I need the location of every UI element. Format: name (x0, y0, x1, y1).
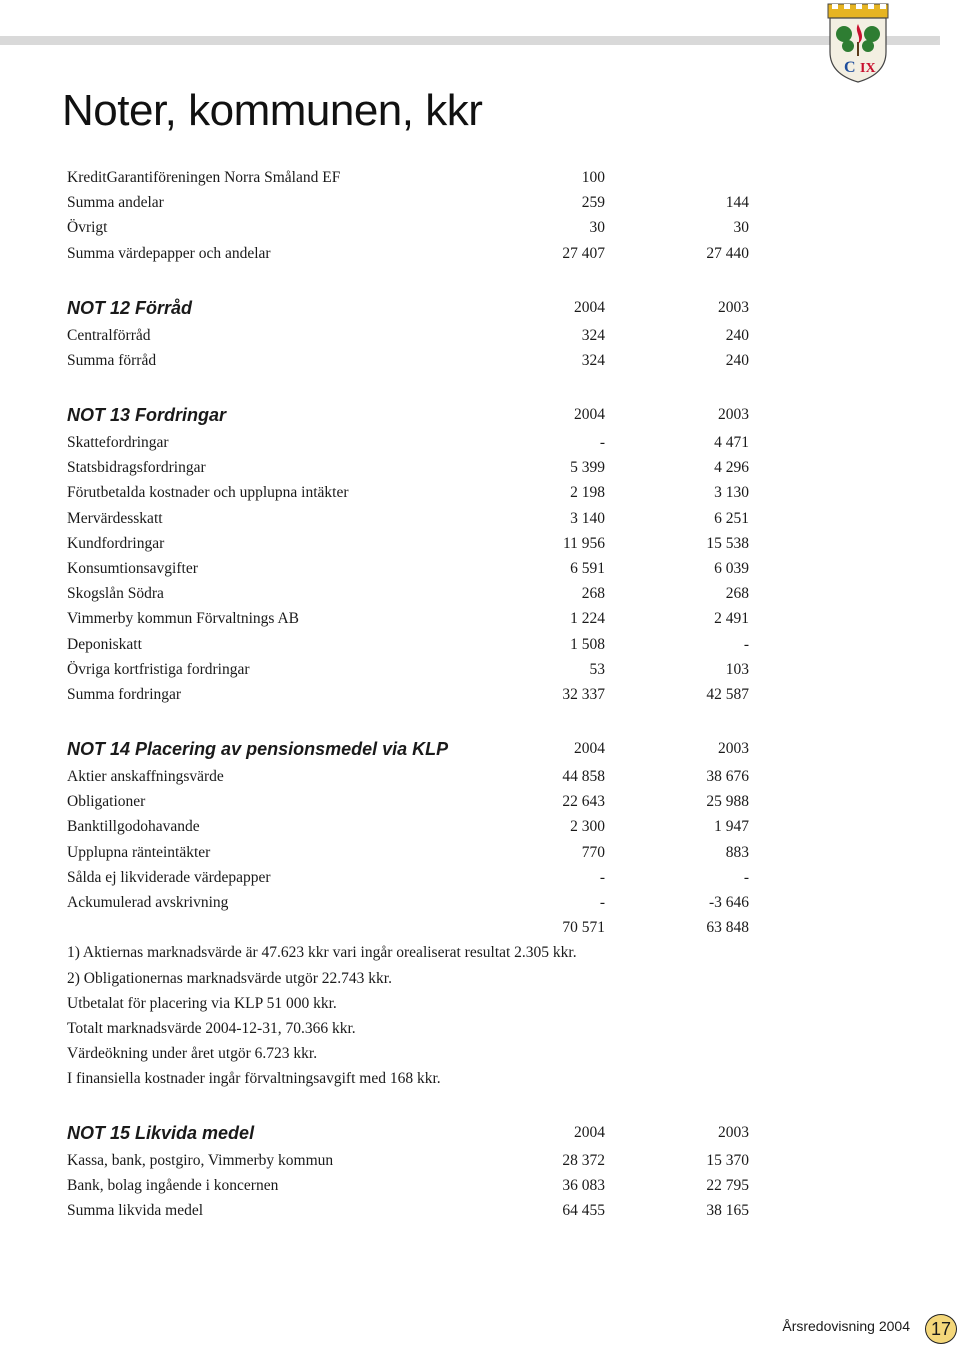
note-text: Värdeökning under året utgör 6.723 kkr. (67, 1045, 318, 1063)
section-heading: NOT 12 Förråd 2004 2003 (67, 298, 749, 318)
table-row: Obligationer 22 643 25 988 (67, 793, 749, 811)
note-text: 1) Aktiernas marknadsvärde är 47.623 kkr vari ingår orealiserat resultat 2.305 kkr. (67, 944, 577, 962)
table-row: Kassa, bank, postgiro, Vimmerby kommun 28 372 15 370 (67, 1152, 749, 1169)
table-row: Summa likvida medel 64 455 38 165 (67, 1202, 749, 1220)
table-row: Skogslån Södra 268 268 (67, 585, 749, 603)
table-row: KreditGarantiföreningen Norra Småland EF 100 (67, 169, 605, 186)
table-row: Övrigt 30 30 (67, 219, 749, 237)
crest-letters-ix: IX (860, 61, 876, 76)
not13-section (0, 400, 960, 707)
table-row: Summa fordringar 32 337 42 587 (67, 685, 749, 703)
note-text: I finansiella kostnader ingår förvaltningsavgift med 168 kkr. (67, 1070, 441, 1088)
table-row: Förutbetalda kostnader och upplupna intäkter 2 198 3 130 (67, 484, 749, 502)
table-row: Vimmerby kommun Förvaltnings AB 1 224 2 491 (67, 610, 749, 628)
table-row: Konsumtionsavgifter 6 591 6 039 (67, 559, 749, 577)
table-row: Summa värdepapper och andelar 27 407 27 440 (67, 244, 749, 262)
table-row-total: 70 571 63 848 (562, 919, 749, 937)
not14-section (0, 734, 960, 1091)
table-row: Skattefordringar - 4 471 (67, 434, 749, 451)
table-row: Sålda ej likviderade värdepapper - - (67, 868, 749, 886)
table-row: Kundfordringar 11 956 15 538 (67, 534, 749, 552)
table-row: Mervärdesskatt 3 140 6 251 (67, 509, 749, 527)
note-text: Utbetalat för placering via KLP 51 000 kkr. (67, 994, 337, 1012)
crest-letter-c: C (844, 59, 856, 76)
page-number: 17 (925, 1314, 957, 1344)
coat-of-arms-logo (826, 2, 890, 84)
table-row: Aktier anskaffningsvärde 44 858 38 676 (67, 768, 749, 785)
table-row: Ackumulerad avskrivning - -3 646 (67, 893, 749, 911)
header-rule (0, 36, 940, 45)
section-heading: NOT 14 Placering av pensionsmedel via KLP 2004 2003 (67, 739, 749, 759)
page-title: Noter, kommunen, kkr (62, 86, 483, 135)
table-row: Centralförråd 324 240 (67, 327, 749, 344)
table-row: Summa förråd 324 240 (67, 352, 749, 370)
securities-section (0, 165, 960, 266)
table-row: Deponiskatt 1 508 - (67, 635, 749, 653)
table-row: Övriga kortfristiga fordringar 53 103 (67, 660, 749, 678)
table-row: Statsbidragsfordringar 5 399 4 296 (67, 459, 749, 477)
table-row: Banktillgodohavande 2 300 1 947 (67, 818, 749, 836)
section-heading: NOT 15 Likvida medel 2004 2003 (67, 1123, 749, 1143)
table-row: Upplupna ränteintäkter 770 883 (67, 843, 749, 861)
not15-section (0, 1118, 960, 1224)
table-row: Bank, bolag ingående i koncernen 36 083 22 795 (67, 1177, 749, 1195)
not12-section (0, 293, 960, 373)
note-text: Totalt marknadsvärde 2004-12-31, 70.366 kkr. (67, 1019, 356, 1037)
table-row: Summa andelar 259 144 (67, 194, 749, 212)
footer-report-title: Årsredovisning 2004 (782, 1318, 910, 1334)
note-text: 2) Obligationernas marknadsvärde utgör 22.743 kkr. (67, 969, 392, 987)
section-heading: NOT 13 Fordringar 2004 2003 (67, 405, 749, 425)
